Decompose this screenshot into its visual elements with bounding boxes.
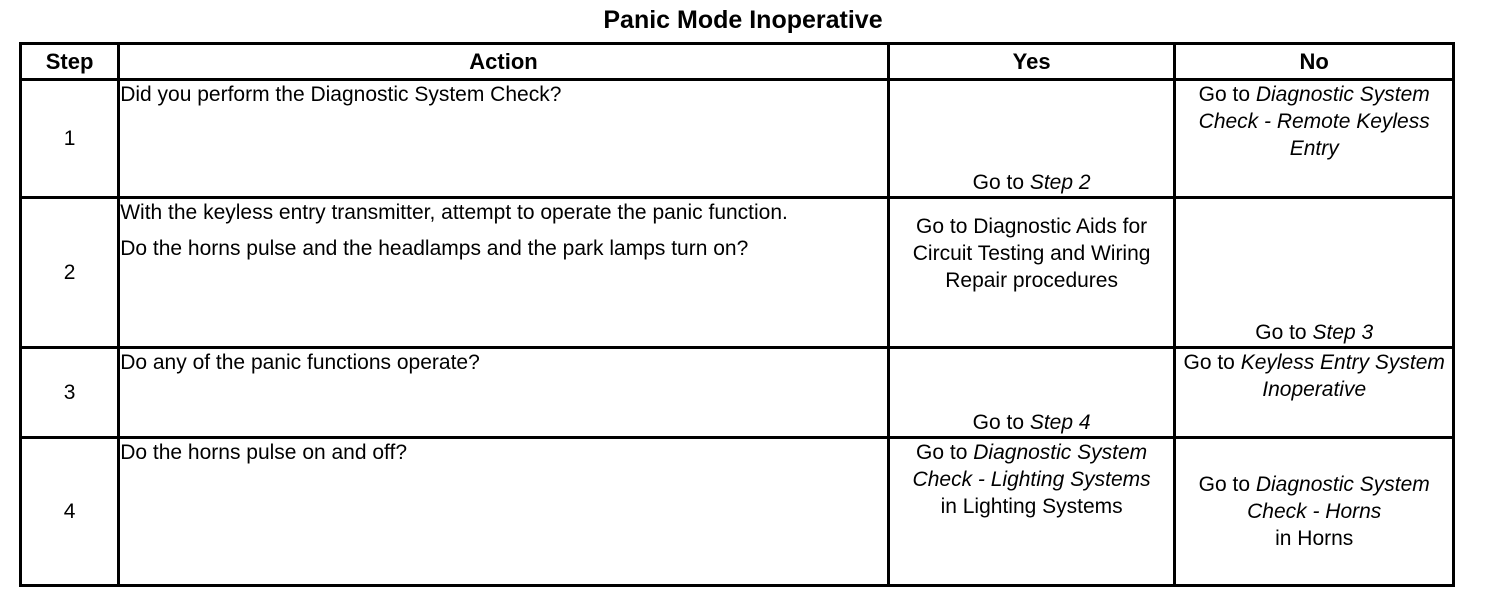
no-prefix: Go to [1198,473,1256,496]
yes-prefix: Go to [972,411,1030,434]
no-suffix: in Horns [1275,527,1354,550]
yes-cell [888,438,1175,586]
action-text: Do any of the panic functions operate? [120,351,480,374]
step-number: 2 [21,198,119,348]
action-cell [119,348,889,438]
step-number: 4 [21,438,119,586]
action-cell [119,80,889,198]
yes-suffix: in Lighting Systems [940,495,1123,518]
table-row [21,438,1454,586]
table-row [21,198,1454,348]
no-cell [1175,348,1454,438]
action-text: Did you perform the Diagnostic System Check? [120,83,562,106]
no-cell [1175,438,1454,586]
yes-cell [888,198,1175,348]
action-cell [119,198,889,348]
no-ref: Diagnostic System Check - Remote Keyless Entry [1198,83,1430,160]
step-header: Step [21,44,119,80]
yes-ref: Diagnostic System Check - Lighting Systems [912,441,1151,491]
no-step-ref: Step 3 [1312,321,1374,344]
yes-cell [888,348,1175,438]
no-ref: Diagnostic System Check - Horns [1247,473,1430,523]
action-header: Action [119,44,889,80]
no-cell [1175,198,1454,348]
yes-prefix: Go to [916,441,974,464]
yes-step-ref: Step 4 [1029,411,1091,434]
table-row [21,348,1454,438]
no-prefix: Go to [1255,321,1313,344]
yes-header: Yes [888,44,1175,80]
yes-text: Go to Diagnostic Aids for Circuit Testing and Wiring Repair procedures [912,215,1151,292]
diagnostic-table [19,42,1455,587]
action-text: With the keyless entry transmitter, attempt to operate the panic function. [120,201,788,224]
page-title: Panic Mode Inoperative [603,6,883,34]
table-row [21,80,1454,198]
header-row [21,44,1454,80]
yes-cell [888,80,1175,198]
yes-step-ref: Step 2 [1029,171,1091,194]
action-text: Do the horns pulse on and off? [120,441,408,464]
action-cell [119,438,889,586]
no-prefix: Go to [1183,351,1241,374]
step-number: 1 [21,80,119,198]
step-number: 3 [21,348,119,438]
yes-prefix: Go to [972,171,1030,194]
no-cell [1175,80,1454,198]
no-prefix: Go to [1198,83,1256,106]
no-ref: Keyless Entry System Inoperative [1240,351,1445,401]
action-question: Do the horns pulse and the headlamps and the park lamps turn on? [120,237,749,260]
no-header: No [1175,44,1454,80]
